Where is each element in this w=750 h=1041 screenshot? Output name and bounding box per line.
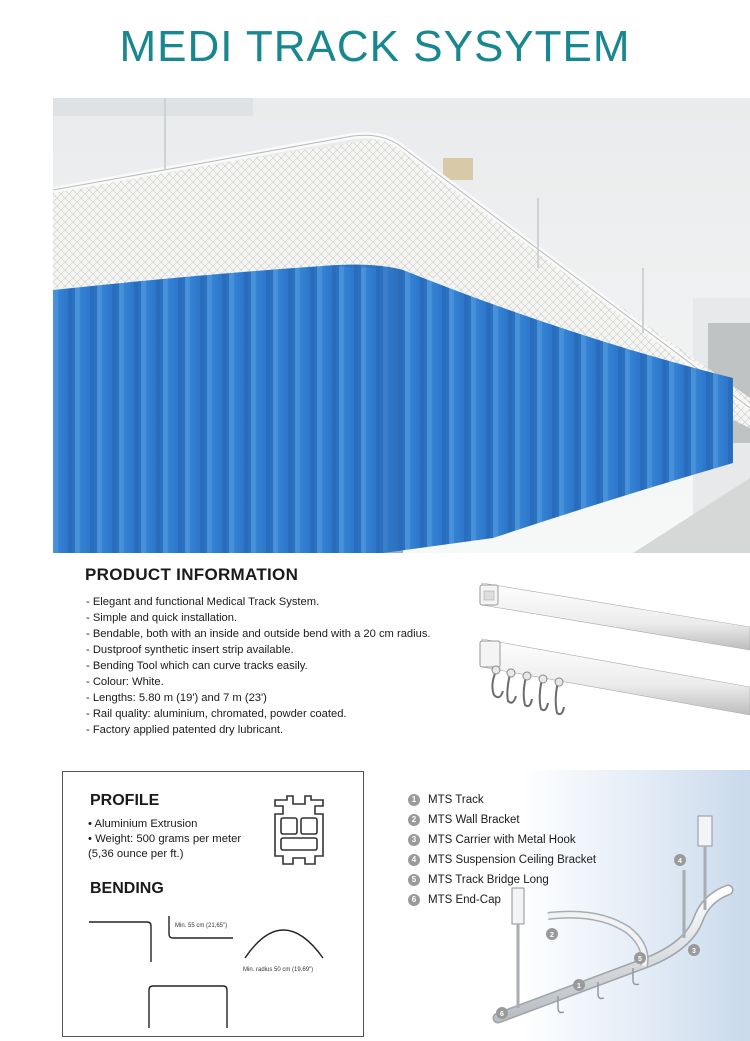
- list-item: - Dustproof synthetic insert strip available.: [86, 644, 294, 656]
- product-info-heading: PRODUCT INFORMATION: [85, 565, 299, 584]
- track-assembly-diagram: [398, 770, 750, 1041]
- svg-text:5: 5: [638, 956, 642, 963]
- profile-bending-box: [62, 771, 364, 1037]
- list-item: - Elegant and functional Medical Track System.: [86, 596, 320, 608]
- list-item: - Bendable, both with an inside and outside bend with a 20 cm radius.: [86, 628, 431, 640]
- profile-cross-section: [271, 794, 327, 868]
- bending-heading: BENDING: [90, 880, 164, 897]
- part-number-badge: 5: [408, 874, 420, 886]
- rail-photo: [470, 575, 750, 725]
- part-label: MTS Track: [428, 794, 484, 806]
- part-label: MTS Track Bridge Long: [428, 874, 549, 886]
- svg-text:4: 4: [678, 858, 682, 865]
- bending-diagram: [83, 910, 353, 1030]
- profile-line: • Aluminium Extrusion: [88, 818, 198, 830]
- part-number-badge: 3: [408, 834, 420, 846]
- part-label: MTS End-Cap: [428, 894, 501, 906]
- list-item: - Lengths: 5.80 m (19') and 7 m (23'): [86, 692, 267, 704]
- list-item: - Rail quality: aluminium, chromated, powder coated.: [86, 708, 347, 720]
- profile-line: (5,36 ounce per ft.): [88, 848, 184, 860]
- part-label: MTS Suspension Ceiling Bracket: [428, 854, 597, 866]
- part-label: MTS Carrier with Metal Hook: [428, 834, 576, 846]
- list-item: - Bending Tool which can curve tracks easily.: [86, 660, 308, 672]
- parts-panel: [398, 770, 750, 1041]
- min-length-label: Min. 55 cm (21,65"): [175, 923, 228, 929]
- profile-line: • Weight: 500 grams per meter: [88, 833, 242, 845]
- svg-text:1: 1: [577, 983, 581, 990]
- part-label: MTS Wall Bracket: [428, 814, 520, 826]
- list-item: - Factory applied patented dry lubricant.: [86, 724, 284, 736]
- min-radius-label: Min. radius 50 cm (19,69"): [243, 967, 314, 973]
- list-item: - Colour: White.: [86, 676, 164, 688]
- hero-photo: [53, 98, 750, 553]
- profile-heading: PROFILE: [90, 792, 160, 809]
- list-item: - Simple and quick installation.: [86, 612, 238, 624]
- page-title: MEDI TRACK SYSYTEM: [119, 22, 631, 71]
- svg-text:2: 2: [550, 932, 554, 939]
- part-number-badge: 4: [408, 854, 420, 866]
- svg-text:6: 6: [500, 1011, 504, 1018]
- svg-text:3: 3: [692, 948, 696, 955]
- part-number-badge: 2: [408, 814, 420, 826]
- product-info-list: [86, 594, 431, 738]
- part-number-badge: 1: [408, 794, 420, 806]
- part-number-badge: 6: [408, 894, 420, 906]
